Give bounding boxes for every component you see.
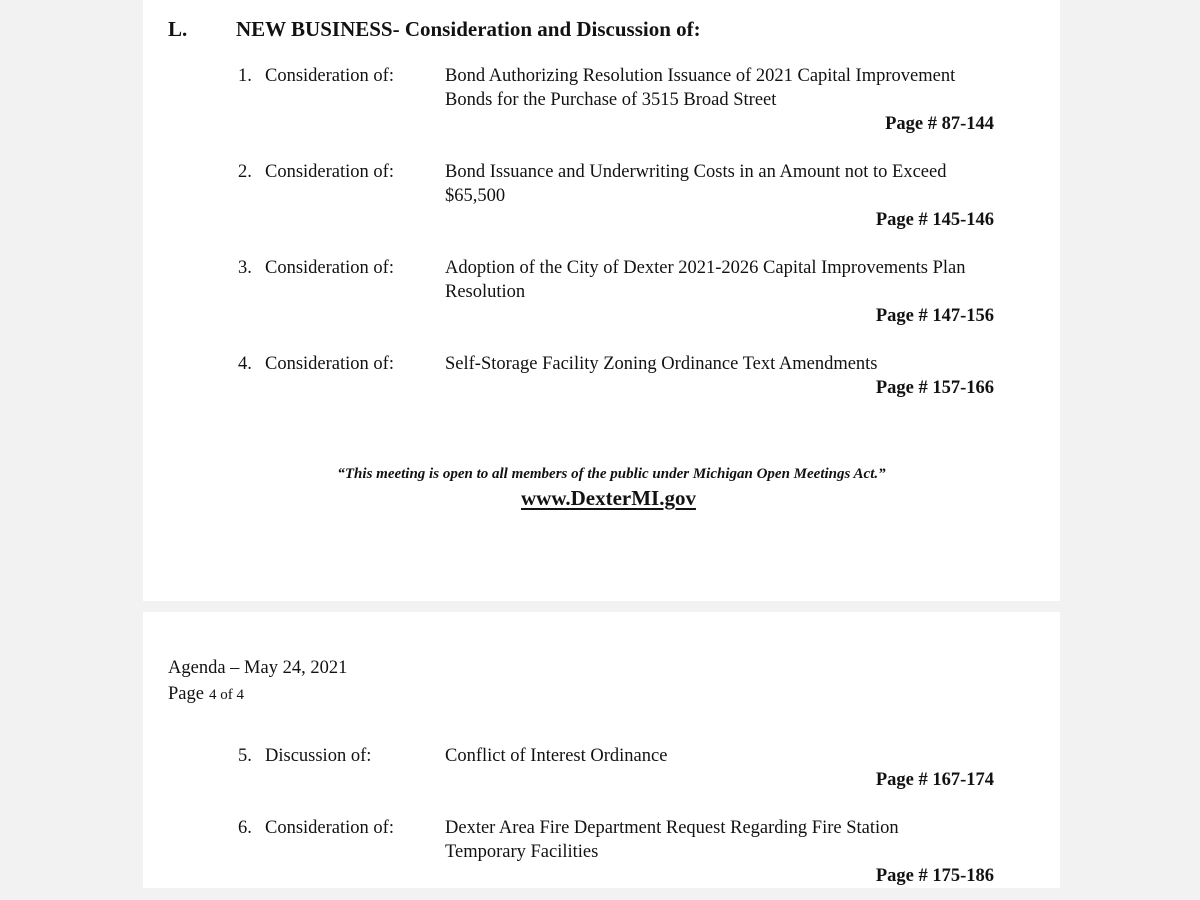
page-reference: Page # 87-144 [885,114,994,134]
section-letter: L. [168,17,188,41]
description-line: Resolution [445,282,526,302]
description-line: Bonds for the Purchase of 3515 Broad Street [445,90,777,110]
item-number: 5. [238,746,252,766]
item-description [445,352,994,376]
description-line: $65,500 [445,186,506,206]
item-description [445,256,994,304]
agenda-page-header [168,655,347,708]
page-reference: Page # 157-166 [875,378,994,398]
agenda-page-4 [143,612,1060,888]
item-label: Consideration of: [265,354,394,374]
agenda-page-3 [143,0,1060,601]
item-number: 6. [238,818,252,838]
item-number: 4. [238,354,252,374]
page-count-prefix: Page [168,684,204,704]
description-line: Temporary Facilities [445,842,599,862]
item-label: Discussion of: [265,746,372,766]
item-description [445,744,994,768]
description-line: Adoption of the City of Dexter 2021-2026 Capital Improvements Plan [445,258,966,278]
page-reference: Page # 175-186 [875,866,994,886]
description-line: Self-Storage Facility Zoning Ordinance Text Amendments [445,354,878,374]
agenda-item-6 [238,816,994,888]
new-business-items-continued [238,744,994,900]
item-description [445,160,994,208]
description-line: Bond Authorizing Resolution Issuance of 2021 Capital Improvement [445,66,956,86]
website-line [157,486,1060,511]
page-reference: Page # 147-156 [875,306,994,326]
item-label: Consideration of: [265,818,394,838]
description-line: Conflict of Interest Ordinance [445,746,668,766]
agenda-item-2 [238,160,994,232]
agenda-item-1 [238,64,994,136]
description-line: Dexter Area Fire Department Request Regarding Fire Station [445,818,899,838]
page-count-suffix: 4 of 4 [208,687,244,703]
item-label: Consideration of: [265,162,394,182]
page-count-line [168,681,347,708]
agenda-item-5 [238,744,994,792]
agenda-date-line: Agenda – May 24, 2021 [168,658,348,678]
description-line: Bond Issuance and Underwriting Costs in an Amount not to Exceed [445,162,947,182]
item-number: 1. [238,66,252,86]
page-reference: Page # 145-146 [875,210,994,230]
page-reference: Page # 167-174 [875,770,994,790]
new-business-items [238,64,994,424]
agenda-item-3 [238,256,994,328]
item-label: Consideration of: [265,66,394,86]
website-link[interactable]: www.DexterMI.gov [521,486,696,510]
item-description [445,816,994,864]
open-meetings-notice: “This meeting is open to all members of the public under Michigan Open Meetings Act.” [337,466,886,482]
item-number: 2. [238,162,252,182]
item-label: Consideration of: [265,258,394,278]
item-number: 3. [238,258,252,278]
item-description [445,64,994,112]
agenda-item-4 [238,352,994,400]
section-title: NEW BUSINESS- Consideration and Discussion of: [236,17,701,41]
